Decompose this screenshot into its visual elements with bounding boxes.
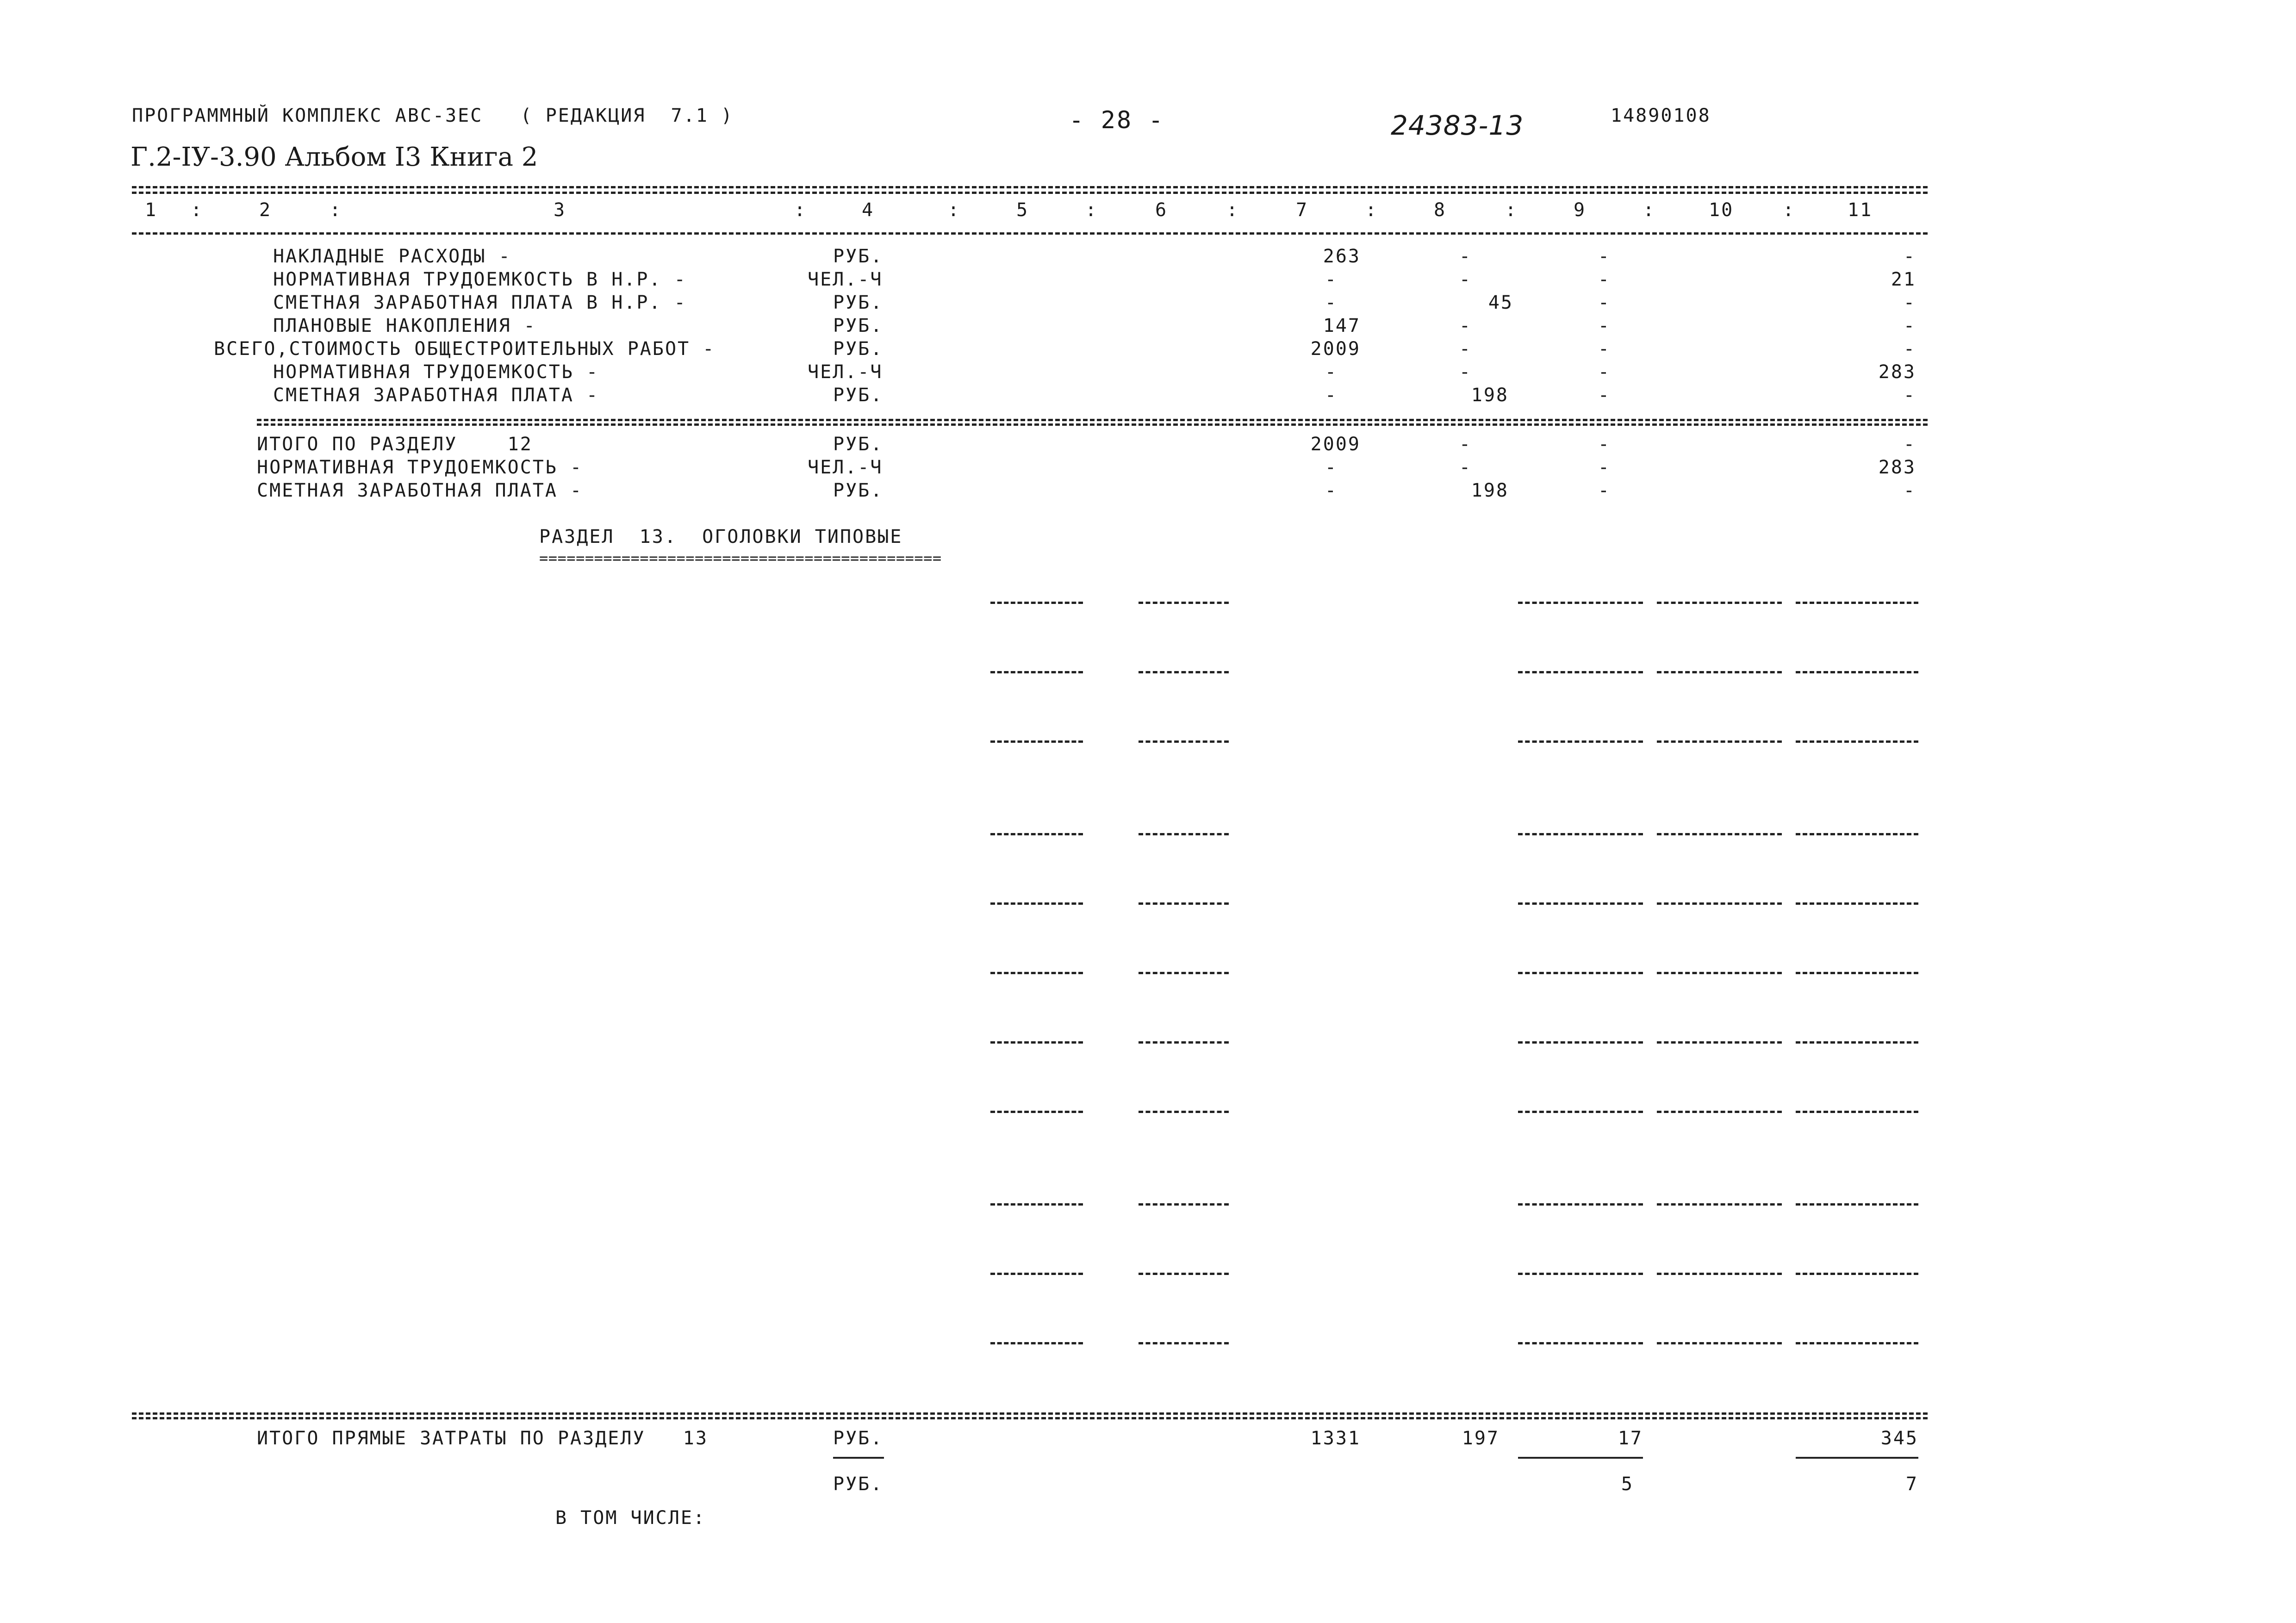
section12-c7: - [1325, 457, 1338, 478]
item-c11-rule [1796, 740, 1918, 743]
item-c5-rule [990, 1342, 1083, 1344]
col-sep: : [1783, 199, 1796, 221]
col-7: 7 [1296, 199, 1309, 221]
overhead-label: НОРМАТИВНАЯ ТРУДОЕМКОСТЬ В Н.Р. - [273, 269, 687, 290]
overhead-c8: - [1459, 269, 1472, 290]
item-c11-rule [1796, 902, 1918, 905]
overhead-c8: - [1459, 361, 1472, 383]
totals-label: ИТОГО ПРЯМЫЕ ЗАТРАТЫ ПО РАЗДЕЛУ 13 [257, 1428, 708, 1449]
section12-c7: - [1325, 480, 1338, 501]
item-c9-rule [1518, 1342, 1643, 1344]
overhead-c11: 21 [1891, 269, 1916, 290]
item-c9-rule [1518, 1111, 1643, 1113]
item-c9-rule [1518, 740, 1643, 743]
totals-unit-underline [833, 1457, 884, 1459]
overhead-c7: - [1325, 269, 1338, 290]
item-c10-rule [1657, 902, 1782, 905]
item-c11-rule [1796, 1342, 1918, 1344]
totals-c8: 197 [1462, 1428, 1500, 1449]
overhead-c11: - [1903, 315, 1916, 336]
item-c5-rule [990, 671, 1083, 673]
item-c11-rule [1796, 1273, 1918, 1275]
item-c5-rule [990, 833, 1083, 835]
column-number-row [0, 200, 2296, 223]
item-c9-rule [1518, 671, 1643, 673]
page-number: - 28 - [1069, 106, 1164, 134]
section12-c9: - [1598, 457, 1611, 478]
item-c10-rule [1657, 833, 1782, 835]
item-c6-rule [1139, 1203, 1229, 1206]
program-header: ПРОГРАММНЫЙ КОМПЛЕКС АВС-ЗЕС ( РЕДАКЦИЯ 7.1 ) [132, 105, 734, 126]
item-c10-rule [1657, 602, 1782, 604]
totals-c9: 17 [1618, 1428, 1643, 1449]
album-title: Г.2-IУ-3.90 Альбом I3 Книга 2 [131, 142, 538, 172]
totals-c11-underline [1796, 1457, 1918, 1459]
item-c5-rule [990, 972, 1083, 974]
item-c6-rule [1139, 671, 1229, 673]
item-c9-rule [1518, 1041, 1643, 1044]
overhead-c8: - [1459, 315, 1472, 336]
overhead-c7: - [1325, 361, 1338, 383]
totals-rule [132, 1412, 1928, 1415]
item-c9-rule [1518, 833, 1643, 835]
section12-unit: РУБ. [833, 434, 884, 455]
overhead-unit: РУБ. [833, 338, 884, 360]
header-top-rule-2 [132, 192, 1928, 194]
item-c9-rule [1518, 902, 1643, 905]
overhead-c9: - [1598, 246, 1611, 267]
item-c11-rule [1796, 602, 1918, 604]
overhead-c7: 2009 [1310, 338, 1361, 360]
overhead-c9: - [1598, 338, 1611, 360]
col-sep: : [1226, 199, 1239, 221]
section12-unit: РУБ. [833, 480, 884, 501]
col-sep: : [1085, 199, 1098, 221]
overhead-c8: - [1459, 246, 1472, 267]
col-5: 5 [1016, 199, 1029, 221]
totals-unit-2: РУБ. [833, 1474, 884, 1495]
totals-including: В ТОМ ЧИСЛЕ: [555, 1507, 706, 1529]
overhead-c9: - [1598, 269, 1611, 290]
item-c10-rule [1657, 740, 1782, 743]
col-2: 2 [259, 199, 272, 221]
overhead-c9: - [1598, 315, 1611, 336]
item-c5-rule [990, 1111, 1083, 1113]
overhead-c7: - [1325, 292, 1338, 313]
section13-title: РАЗДЕЛ 13. ОГОЛОВКИ ТИПОВЫЕ [539, 526, 903, 547]
section12-c9: - [1598, 434, 1611, 455]
item-c10-rule [1657, 1041, 1782, 1044]
item-c6-rule [1139, 1041, 1229, 1044]
col-6: 6 [1155, 199, 1168, 221]
overhead-c11: 283 [1878, 361, 1916, 383]
overhead-c8: 45 [1488, 292, 1513, 313]
section12-unit: ЧЕЛ.-Ч [808, 457, 883, 478]
section12-c11: 283 [1878, 457, 1916, 478]
overhead-c8: 198 [1471, 385, 1509, 406]
header-top-rule [132, 186, 1928, 188]
item-c6-rule [1139, 740, 1229, 743]
item-c10-rule [1657, 972, 1782, 974]
col-10: 10 [1709, 199, 1734, 221]
item-c10-rule [1657, 1342, 1782, 1344]
overhead-c7: 263 [1323, 246, 1361, 267]
item-c11-rule [1796, 1111, 1918, 1113]
overhead-c11: - [1903, 338, 1916, 360]
section12-c11: - [1903, 480, 1916, 501]
col-sep: : [794, 199, 807, 221]
totals-c9b: 5 [1621, 1474, 1634, 1495]
col-sep: : [1505, 199, 1518, 221]
section12-label: ИТОГО ПО РАЗДЕЛУ 12 [257, 434, 533, 455]
item-c5-rule [990, 1203, 1083, 1206]
totals-c11: 345 [1880, 1428, 1918, 1449]
item-c11-rule [1796, 833, 1918, 835]
overhead-unit: ЧЕЛ.-Ч [808, 269, 883, 290]
item-c5-rule [990, 1041, 1083, 1044]
item-c9-rule [1518, 602, 1643, 604]
item-c5-rule [990, 602, 1083, 604]
item-c9-rule [1518, 1273, 1643, 1275]
col-9: 9 [1574, 199, 1587, 221]
overhead-unit: РУБ. [833, 315, 884, 336]
section12-c9: - [1598, 480, 1611, 501]
section12-c7: 2009 [1310, 434, 1361, 455]
item-c6-rule [1139, 972, 1229, 974]
overhead-c11: - [1903, 385, 1916, 406]
item-c6-rule [1139, 1342, 1229, 1344]
col-1: 1 [145, 199, 158, 221]
overhead-unit: ЧЕЛ.-Ч [808, 361, 883, 383]
item-c5-rule [990, 740, 1083, 743]
overhead-c11: - [1903, 246, 1916, 267]
overhead-c8: - [1459, 338, 1472, 360]
overhead-unit: РУБ. [833, 385, 884, 406]
col-sep: : [948, 199, 961, 221]
section12-c8: - [1459, 457, 1472, 478]
column-header-rule [132, 232, 1928, 235]
section12-rule [257, 419, 1928, 421]
item-c9-rule [1518, 972, 1643, 974]
section12-label: СМЕТНАЯ ЗАРАБОТНАЯ ПЛАТА - [257, 480, 583, 501]
section12-label: НОРМАТИВНАЯ ТРУДОЕМКОСТЬ - [257, 457, 583, 478]
overhead-c9: - [1598, 292, 1611, 313]
document-code: 14890108 [1611, 105, 1711, 126]
totals-c9-underline [1518, 1457, 1643, 1459]
overhead-label: СМЕТНАЯ ЗАРАБОТНАЯ ПЛАТА - [273, 385, 599, 406]
overhead-c7: - [1325, 385, 1338, 406]
col-8: 8 [1434, 199, 1447, 221]
totals-unit: РУБ. [833, 1428, 884, 1449]
overhead-label: НАКЛАДНЫЕ РАСХОДЫ - [273, 246, 511, 267]
item-c10-rule [1657, 1273, 1782, 1275]
item-c5-rule [990, 902, 1083, 905]
item-c10-rule [1657, 1203, 1782, 1206]
item-c10-rule [1657, 1111, 1782, 1113]
overhead-c7: 147 [1323, 315, 1361, 336]
col-11: 11 [1848, 199, 1873, 221]
col-3: 3 [554, 199, 566, 221]
section12-c11: - [1903, 434, 1916, 455]
totals-rule-2 [132, 1417, 1928, 1419]
item-c11-rule [1796, 1203, 1918, 1206]
section12-c8: 198 [1471, 480, 1509, 501]
overhead-unit: РУБ. [833, 246, 884, 267]
item-c11-rule [1796, 1041, 1918, 1044]
overhead-label: ВСЕГО,СТОИМОСТЬ ОБЩЕСТРОИТЕЛЬНЫХ РАБОТ - [214, 338, 716, 360]
overhead-c9: - [1598, 385, 1611, 406]
section12-c8: - [1459, 434, 1472, 455]
item-c6-rule [1139, 602, 1229, 604]
item-c6-rule [1139, 833, 1229, 835]
item-c11-rule [1796, 671, 1918, 673]
overhead-label: ПЛАНОВЫЕ НАКОПЛЕНИЯ - [273, 315, 536, 336]
col-4: 4 [862, 199, 875, 221]
overhead-unit: РУБ. [833, 292, 884, 313]
item-c6-rule [1139, 1111, 1229, 1113]
overhead-label: СМЕТНАЯ ЗАРАБОТНАЯ ПЛАТА В Н.Р. - [273, 292, 687, 313]
section13-underline: ============================================ [539, 549, 942, 567]
item-c5-rule [990, 1273, 1083, 1275]
item-c10-rule [1657, 671, 1782, 673]
item-c9-rule [1518, 1203, 1643, 1206]
col-sep: : [1643, 199, 1656, 221]
col-sep: : [191, 199, 204, 221]
item-c6-rule [1139, 902, 1229, 905]
col-sep: : [330, 199, 342, 221]
totals-c11b: 7 [1905, 1474, 1918, 1495]
overhead-c11: - [1903, 292, 1916, 313]
overhead-c9: - [1598, 361, 1611, 383]
totals-c7: 1331 [1310, 1428, 1361, 1449]
section12-rule-2 [257, 423, 1928, 426]
item-c6-rule [1139, 1273, 1229, 1275]
overhead-label: НОРМАТИВНАЯ ТРУДОЕМКОСТЬ - [273, 361, 599, 383]
item-c11-rule [1796, 972, 1918, 974]
document-number: 24383-13 [1391, 110, 1524, 141]
col-sep: : [1365, 199, 1378, 221]
